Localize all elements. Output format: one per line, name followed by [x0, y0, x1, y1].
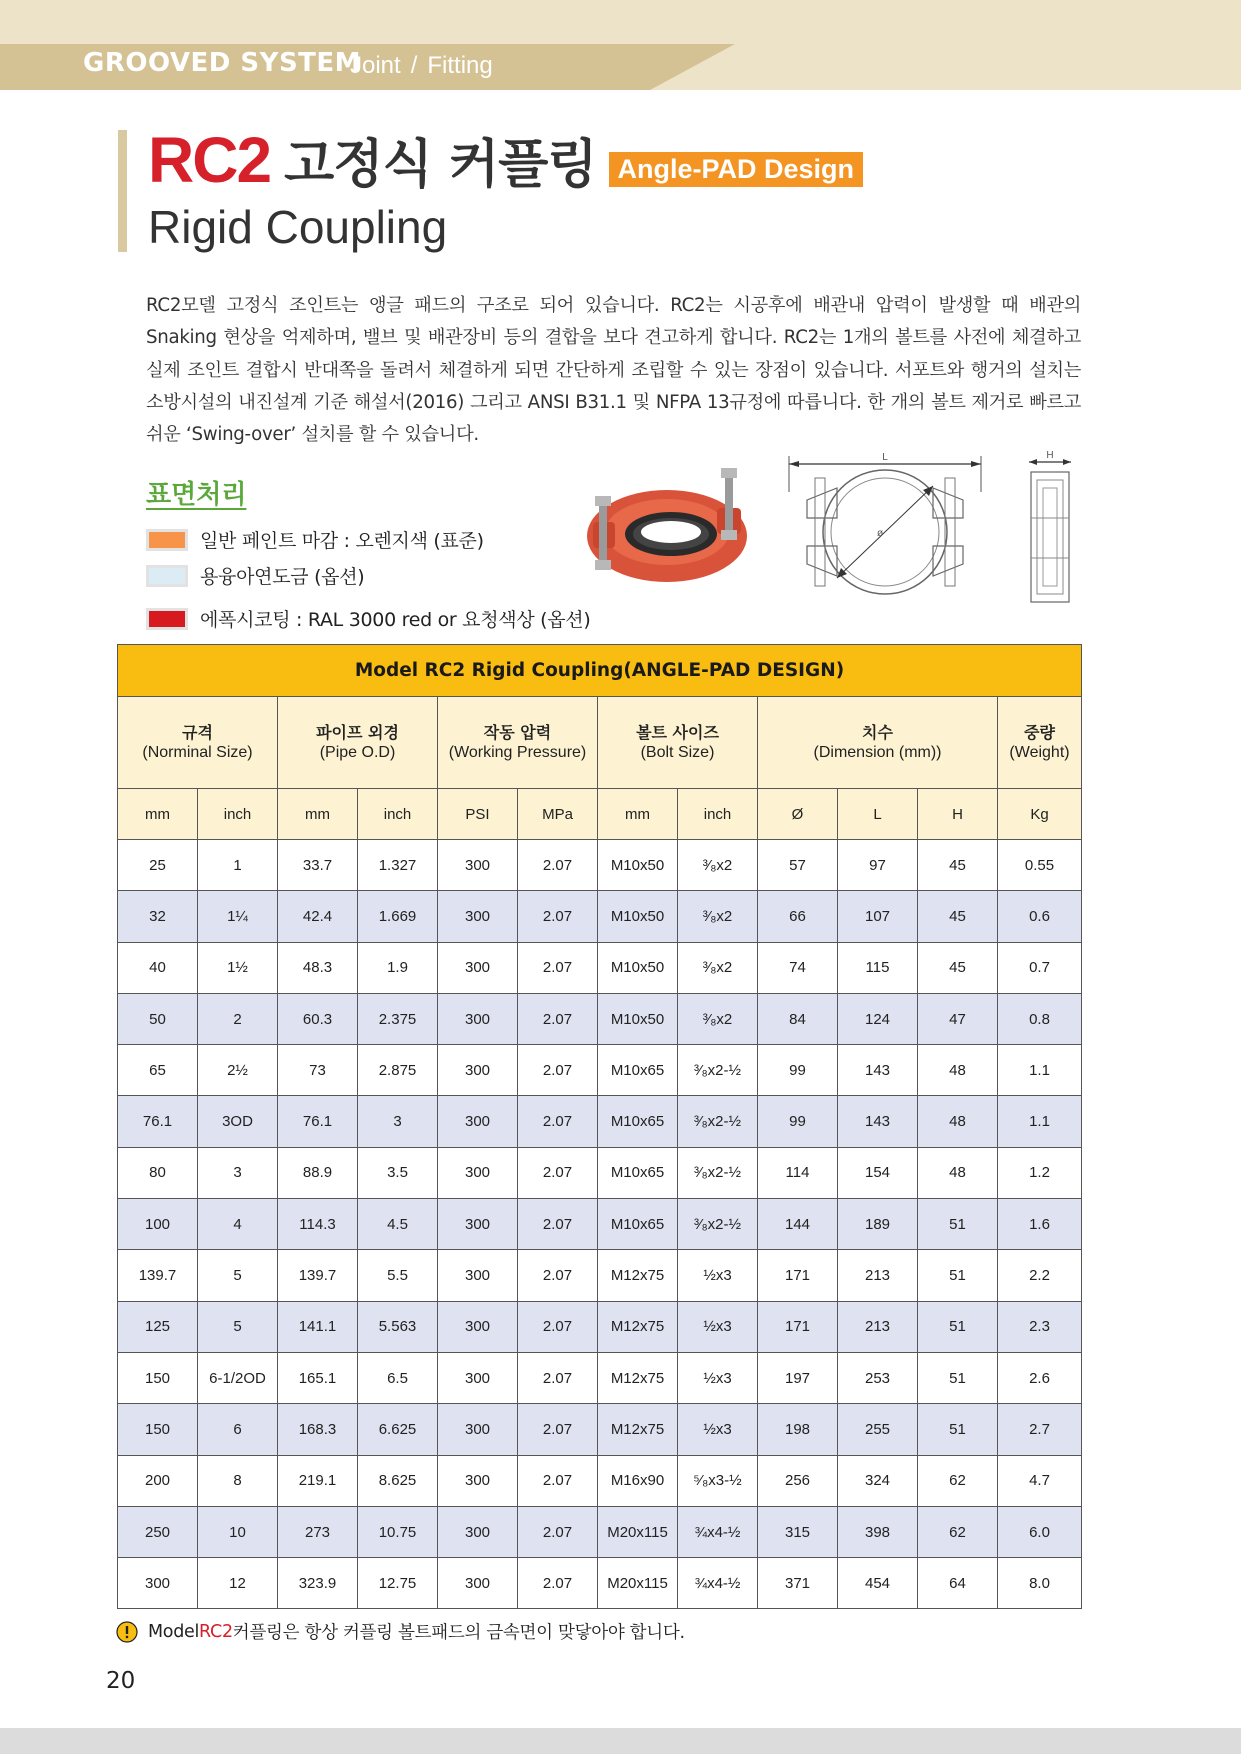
- table-cell: 115: [838, 942, 918, 993]
- table-cell: 48: [918, 1045, 998, 1096]
- table-cell: 125: [118, 1301, 198, 1352]
- table-cell: 48: [918, 1096, 998, 1147]
- table-cell: 1.327: [358, 840, 438, 891]
- table-cell: 10: [198, 1506, 278, 1557]
- table-cell: ³⁄₈x2-½: [678, 1096, 758, 1147]
- group-label-ko: 볼트 사이즈: [636, 722, 719, 742]
- surface-item-label: 용융아연도금 (옵션): [200, 566, 365, 588]
- table-cell: 33.7: [278, 840, 358, 891]
- table-cell: 256: [758, 1455, 838, 1506]
- table-cell: 2: [198, 993, 278, 1044]
- table-cell: 6: [198, 1404, 278, 1455]
- table-cell: 323.9: [278, 1558, 358, 1609]
- table-cell: M10x50: [598, 840, 678, 891]
- table-cell: M20x115: [598, 1506, 678, 1557]
- table-cell: 300: [118, 1558, 198, 1609]
- table-cell: 45: [918, 942, 998, 993]
- group-label-en: (Dimension (mm)): [813, 743, 942, 761]
- table-cell: 250: [118, 1506, 198, 1557]
- table-cell: 1½: [198, 942, 278, 993]
- table-cell: 213: [838, 1250, 918, 1301]
- table-cell: 139.7: [278, 1250, 358, 1301]
- group-label-ko: 규격: [182, 722, 213, 742]
- table-cell: 300: [438, 942, 518, 993]
- table-cell: 300: [438, 1301, 518, 1352]
- title-korean: 고정식 커플링: [284, 135, 597, 195]
- header-category-fitting: Fitting: [427, 52, 493, 79]
- table-cell: ¾x4-½: [678, 1558, 758, 1609]
- table-group-header-cell: [598, 697, 758, 789]
- table-cell: 2.07: [518, 1199, 598, 1250]
- page-number: 20: [106, 1668, 136, 1694]
- note-text: 커플링은 항상 커플링 볼트패드의 금속면이 맞닿아야 합니다.: [232, 1623, 685, 1643]
- table-cell: 25: [118, 840, 198, 891]
- table-body: [118, 840, 1082, 1609]
- table-cell: 2.07: [518, 1045, 598, 1096]
- table-row: [118, 1147, 1082, 1198]
- table-cell: 1.669: [358, 891, 438, 942]
- table-cell: 143: [838, 1096, 918, 1147]
- table-cell: 12: [198, 1558, 278, 1609]
- table-cell: 300: [438, 891, 518, 942]
- table-cell: ½x3: [678, 1352, 758, 1403]
- table-cell: 1: [198, 840, 278, 891]
- table-row: [118, 1301, 1082, 1352]
- table-cell: 5: [198, 1301, 278, 1352]
- table-cell: 45: [918, 891, 998, 942]
- table-cell: 2.07: [518, 1558, 598, 1609]
- note-model: RC2: [199, 1621, 233, 1642]
- table-cell: 253: [838, 1352, 918, 1403]
- table-cell: 168.3: [278, 1404, 358, 1455]
- table-cell: 62: [918, 1455, 998, 1506]
- table-cell: 300: [438, 1147, 518, 1198]
- table-unit-cell: PSI: [438, 789, 518, 840]
- table-cell: 8.0: [998, 1558, 1082, 1609]
- table-cell: 2.07: [518, 1250, 598, 1301]
- table-cell: 99: [758, 1096, 838, 1147]
- table-unit-header: [118, 789, 1082, 840]
- table-cell: 2.6: [998, 1352, 1082, 1403]
- title-model: RC2: [148, 123, 271, 196]
- table-cell: 66: [758, 891, 838, 942]
- table-cell: 114.3: [278, 1199, 358, 1250]
- table-cell: 97: [838, 840, 918, 891]
- table-cell: M10x50: [598, 891, 678, 942]
- table-cell: M10x65: [598, 1147, 678, 1198]
- table-group-header-cell: [118, 697, 278, 789]
- table-cell: 88.9: [278, 1147, 358, 1198]
- table-cell: 0.6: [998, 891, 1082, 942]
- table-row: [118, 1558, 1082, 1609]
- front-view-drawing: [785, 448, 985, 608]
- table-cell: ½x3: [678, 1250, 758, 1301]
- table-cell: 73: [278, 1045, 358, 1096]
- table-cell: 139.7: [118, 1250, 198, 1301]
- table-cell: 84: [758, 993, 838, 1044]
- coupling-photo: [585, 460, 755, 600]
- table-cell: 0.8: [998, 993, 1082, 1044]
- table-cell: 300: [438, 840, 518, 891]
- table-cell: 65: [118, 1045, 198, 1096]
- table-cell: 324: [838, 1455, 918, 1506]
- table-cell: 124: [838, 993, 918, 1044]
- table-cell: 50: [118, 993, 198, 1044]
- table-cell: 200: [118, 1455, 198, 1506]
- table-cell: 197: [758, 1352, 838, 1403]
- surface-item-paint: [146, 526, 484, 553]
- color-swatch-red: [146, 608, 188, 630]
- table-row: [118, 1250, 1082, 1301]
- table-cell: 2.07: [518, 840, 598, 891]
- table-cell: 62: [918, 1506, 998, 1557]
- table-cell: 57: [758, 840, 838, 891]
- table-cell: M20x115: [598, 1558, 678, 1609]
- table-cell: 150: [118, 1404, 198, 1455]
- table-group-header-cell: [278, 697, 438, 789]
- table-cell: 6.0: [998, 1506, 1082, 1557]
- product-description: RC2모델 고정식 조인트는 앵글 패드의 구조로 되어 있습니다. RC2는 시공후에 배관내 압력이 발생할 때 배관의 Snaking 현상을 억제하며, 밸브 및 배관장비 등의 결합을 보다 견고하게 합니다. RC2는 1개의 볼트를 사전에 체결하고 실제 조인트 결합시 반대쪽을 돌려서 체결하게 되면 간단하게 조립할 수 있는 장점이 있습니다. 서포트와 행거의 설치는 소방시설의 내진설계 기준 해설서(2016) 그리고 ANSI B31.1 및 NFPA 13규정에 따릅니다. 한 개의 볼트 제거로 빠르고 쉬운 ‘Swing-over’ 설치를 할 수 있습니다.: [146, 295, 1081, 446]
- table-cell: 255: [838, 1404, 918, 1455]
- table-cell: 171: [758, 1301, 838, 1352]
- table-cell: 5: [198, 1250, 278, 1301]
- table-cell: 213: [838, 1301, 918, 1352]
- dimension-H-label: H: [1046, 450, 1054, 461]
- table-cell: 2.07: [518, 891, 598, 942]
- spec-table: [117, 644, 1082, 1609]
- table-cell: 6-1/2OD: [198, 1352, 278, 1403]
- footer-band: [0, 1728, 1241, 1754]
- table-cell: 300: [438, 1199, 518, 1250]
- table-cell: 371: [758, 1558, 838, 1609]
- table-cell: 300: [438, 1096, 518, 1147]
- table-unit-cell: mm: [118, 789, 198, 840]
- table-group-header: [118, 697, 1082, 789]
- surface-item-label: 일반 페인트 마감 : 오렌지색 (표준): [200, 530, 484, 552]
- table-unit-cell: Kg: [998, 789, 1082, 840]
- title-accent-bar: [118, 130, 127, 252]
- table-cell: 165.1: [278, 1352, 358, 1403]
- header-category-joint: Joint: [350, 52, 401, 79]
- table-unit-cell: inch: [678, 789, 758, 840]
- table-cell: M12x75: [598, 1352, 678, 1403]
- table-cell: 2.7: [998, 1404, 1082, 1455]
- table-cell: ⁵⁄₈x3-½: [678, 1455, 758, 1506]
- table-cell: 1.9: [358, 942, 438, 993]
- group-label-en: (Weight): [1009, 743, 1070, 761]
- table-cell: M10x50: [598, 942, 678, 993]
- table-unit-cell: L: [838, 789, 918, 840]
- surface-item-galvanized: [146, 562, 364, 589]
- table-cell: 2½: [198, 1045, 278, 1096]
- table-cell: 5.563: [358, 1301, 438, 1352]
- table-cell: 2.07: [518, 1455, 598, 1506]
- table-cell: M10x65: [598, 1096, 678, 1147]
- table-cell: 300: [438, 1455, 518, 1506]
- table-cell: 32: [118, 891, 198, 942]
- table-cell: 143: [838, 1045, 918, 1096]
- table-row: [118, 993, 1082, 1044]
- table-cell: 141.1: [278, 1301, 358, 1352]
- group-label-en: (Norminal Size): [142, 743, 253, 761]
- table-row: [118, 1045, 1082, 1096]
- table-cell: M10x50: [598, 993, 678, 1044]
- table-unit-cell: MPa: [518, 789, 598, 840]
- table-cell: 2.07: [518, 993, 598, 1044]
- table-cell: 4.5: [358, 1199, 438, 1250]
- table-cell: 2.07: [518, 1096, 598, 1147]
- table-cell: 51: [918, 1352, 998, 1403]
- side-view-drawing: [1025, 448, 1075, 608]
- table-cell: 189: [838, 1199, 918, 1250]
- surface-item-epoxy: [146, 605, 590, 632]
- table-group-header-cell: [438, 697, 598, 789]
- table-cell: ½x3: [678, 1404, 758, 1455]
- table-cell: 3OD: [198, 1096, 278, 1147]
- group-label-en: (Bolt Size): [640, 743, 715, 761]
- table-cell: 99: [758, 1045, 838, 1096]
- table-cell: 154: [838, 1147, 918, 1198]
- footer-note: [116, 1619, 685, 1644]
- table-cell: 2.2: [998, 1250, 1082, 1301]
- table-cell: 107: [838, 891, 918, 942]
- table-unit-cell: Ø: [758, 789, 838, 840]
- table-cell: 100: [118, 1199, 198, 1250]
- table-cell: 144: [758, 1199, 838, 1250]
- table-cell: 114: [758, 1147, 838, 1198]
- table-cell: 51: [918, 1199, 998, 1250]
- table-cell: 3.5: [358, 1147, 438, 1198]
- page-title: [148, 122, 863, 197]
- group-label-en: (Working Pressure): [448, 743, 587, 761]
- surface-item-label: 에폭시코팅 : RAL 3000 red or 요청색상 (옵션): [200, 609, 591, 631]
- table-cell: 47: [918, 993, 998, 1044]
- table-cell: 51: [918, 1301, 998, 1352]
- table-cell: 300: [438, 1045, 518, 1096]
- group-label-en: (Pipe O.D): [319, 743, 396, 761]
- table-cell: 74: [758, 942, 838, 993]
- table-cell: 60.3: [278, 993, 358, 1044]
- table-cell: 51: [918, 1250, 998, 1301]
- table-cell: 3: [198, 1147, 278, 1198]
- table-cell: ½x3: [678, 1301, 758, 1352]
- table-cell: 4.7: [998, 1455, 1082, 1506]
- header-system-label: GROOVED SYSTEM: [83, 48, 362, 78]
- table-cell: M12x75: [598, 1404, 678, 1455]
- table-cell: ³⁄₈x2: [678, 840, 758, 891]
- table-cell: 2.07: [518, 942, 598, 993]
- table-cell: 8.625: [358, 1455, 438, 1506]
- table-row: [118, 1199, 1082, 1250]
- table-cell: 64: [918, 1558, 998, 1609]
- table-cell: 40: [118, 942, 198, 993]
- table-cell: 51: [918, 1404, 998, 1455]
- group-label-ko: 중량: [1024, 722, 1055, 742]
- table-cell: ³⁄₈x2: [678, 993, 758, 1044]
- table-row: [118, 1096, 1082, 1147]
- design-badge: Angle-PAD Design: [609, 152, 864, 187]
- table-cell: 4: [198, 1199, 278, 1250]
- table-row: [118, 1506, 1082, 1557]
- table-cell: 171: [758, 1250, 838, 1301]
- table-cell: 300: [438, 1558, 518, 1609]
- table-cell: 2.3: [998, 1301, 1082, 1352]
- table-cell: 80: [118, 1147, 198, 1198]
- table-cell: 45: [918, 840, 998, 891]
- table-cell: 300: [438, 993, 518, 1044]
- table-cell: ³⁄₈x2-½: [678, 1199, 758, 1250]
- table-cell: 273: [278, 1506, 358, 1557]
- table-cell: 2.07: [518, 1147, 598, 1198]
- table-row: [118, 1404, 1082, 1455]
- table-caption: Model RC2 Rigid Coupling(ANGLE-PAD DESIGN): [118, 645, 1082, 697]
- table-row: [118, 1455, 1082, 1506]
- table-row: [118, 840, 1082, 891]
- table-cell: 2.07: [518, 1506, 598, 1557]
- table-cell: 1.1: [998, 1096, 1082, 1147]
- table-cell: 2.07: [518, 1404, 598, 1455]
- group-label-ko: 작동 압력: [483, 722, 552, 742]
- table-cell: 5.5: [358, 1250, 438, 1301]
- table-row: [118, 1352, 1082, 1403]
- table-cell: 76.1: [278, 1096, 358, 1147]
- table-unit-cell: inch: [358, 789, 438, 840]
- table-cell: 2.07: [518, 1352, 598, 1403]
- table-cell: 2.375: [358, 993, 438, 1044]
- table-group-header-cell: [998, 697, 1082, 789]
- table-cell: ³⁄₈x2: [678, 891, 758, 942]
- table-unit-cell: mm: [278, 789, 358, 840]
- note-prefix: Model: [148, 1621, 200, 1642]
- table-cell: 0.7: [998, 942, 1082, 993]
- table-cell: 198: [758, 1404, 838, 1455]
- table-cell: 454: [838, 1558, 918, 1609]
- header-category-separator: /: [410, 52, 418, 79]
- table-cell: 300: [438, 1506, 518, 1557]
- table-cell: ³⁄₈x2-½: [678, 1147, 758, 1198]
- table-cell: M12x75: [598, 1301, 678, 1352]
- table-unit-cell: inch: [198, 789, 278, 840]
- table-cell: 1.1: [998, 1045, 1082, 1096]
- table-cell: 12.75: [358, 1558, 438, 1609]
- group-label-ko: 파이프 외경: [316, 722, 399, 742]
- table-cell: 300: [438, 1352, 518, 1403]
- table-cell: 48: [918, 1147, 998, 1198]
- table-cell: 1.6: [998, 1199, 1082, 1250]
- table-cell: 2.875: [358, 1045, 438, 1096]
- table-cell: 1.2: [998, 1147, 1082, 1198]
- surface-treatment-title: 표면처리: [146, 480, 247, 510]
- table-cell: M16x90: [598, 1455, 678, 1506]
- table-cell: 6.5: [358, 1352, 438, 1403]
- table-cell: 150: [118, 1352, 198, 1403]
- table-cell: 398: [838, 1506, 918, 1557]
- table-unit-cell: H: [918, 789, 998, 840]
- title-english: Rigid Coupling: [148, 201, 448, 253]
- table-cell: M10x65: [598, 1045, 678, 1096]
- table-cell: ¾x4-½: [678, 1506, 758, 1557]
- table-row: [118, 942, 1082, 993]
- table-cell: 1¼: [198, 891, 278, 942]
- table-cell: 0.55: [998, 840, 1082, 891]
- table-cell: M12x75: [598, 1250, 678, 1301]
- diameter-label: ø: [877, 528, 884, 539]
- table-cell: 3: [358, 1096, 438, 1147]
- table-cell: 300: [438, 1250, 518, 1301]
- table-cell: 8: [198, 1455, 278, 1506]
- table-row: [118, 891, 1082, 942]
- header-category: [350, 52, 493, 80]
- table-cell: 219.1: [278, 1455, 358, 1506]
- group-label-ko: 치수: [862, 722, 893, 742]
- table-cell: ³⁄₈x2: [678, 942, 758, 993]
- dimension-L-label: L: [882, 452, 888, 463]
- color-swatch-lightblue: [146, 565, 188, 587]
- warning-icon: [116, 1621, 138, 1643]
- table-cell: ³⁄₈x2-½: [678, 1045, 758, 1096]
- table-cell: M10x65: [598, 1199, 678, 1250]
- table-cell: 42.4: [278, 891, 358, 942]
- table-cell: 10.75: [358, 1506, 438, 1557]
- table-cell: 2.07: [518, 1301, 598, 1352]
- table-cell: 300: [438, 1404, 518, 1455]
- table-cell: 76.1: [118, 1096, 198, 1147]
- table-cell: 6.625: [358, 1404, 438, 1455]
- color-swatch-orange: [146, 529, 188, 551]
- table-cell: 315: [758, 1506, 838, 1557]
- table-group-header-cell: [758, 697, 998, 789]
- table-cell: 48.3: [278, 942, 358, 993]
- table-unit-cell: mm: [598, 789, 678, 840]
